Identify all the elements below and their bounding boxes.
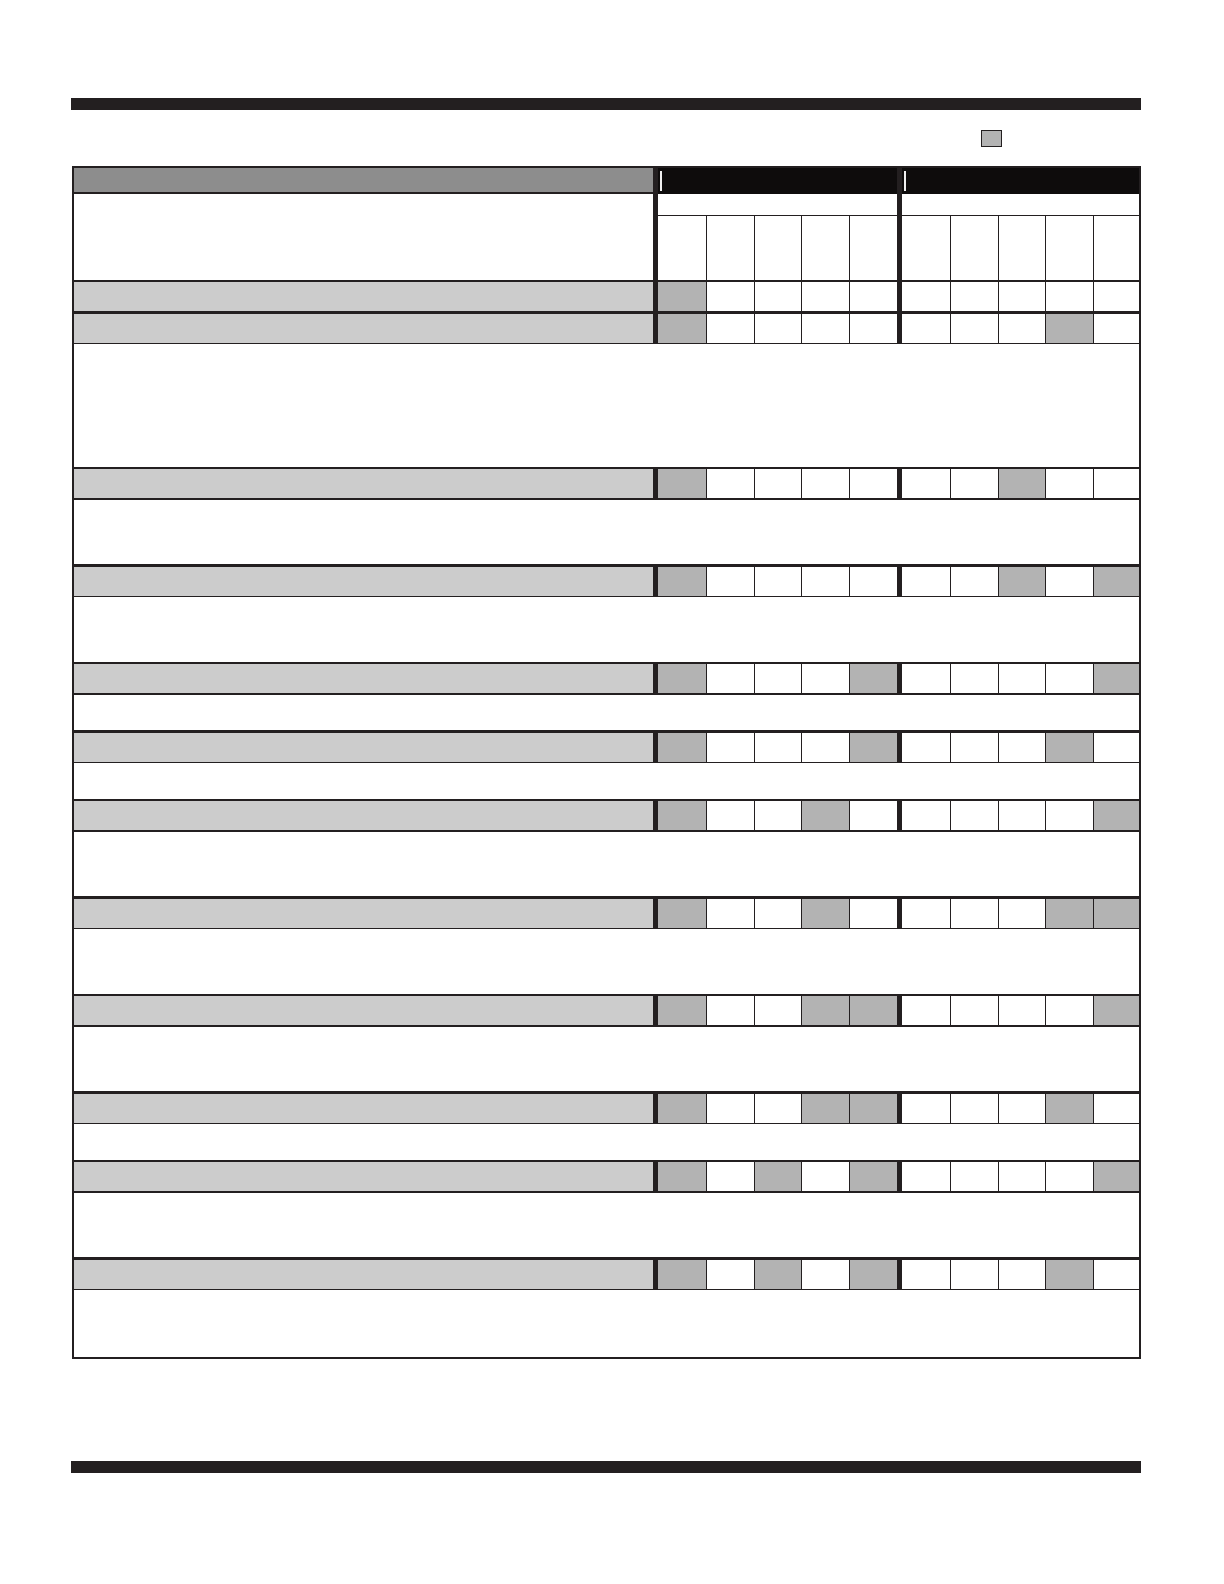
group-separator-row [653,469,658,498]
rating-cell-12-2-2[interactable] [950,1260,998,1289]
rating-cell-8-2-2[interactable] [950,899,998,928]
rating-cell-12-2-3[interactable] [998,1260,1046,1289]
row-label-10 [74,1094,653,1123]
rating-cell-5-2-4[interactable] [1045,664,1093,693]
row-label-9 [74,996,653,1025]
rating-cell-11-1-1[interactable] [658,1162,706,1191]
rating-cell-11-1-3[interactable] [754,1162,802,1191]
rating-cell-5-1-5[interactable] [849,664,897,693]
rating-cell-8-1-5[interactable] [849,899,897,928]
rating-cell-5-2-5[interactable] [1093,664,1141,693]
rating-cell-6-2-1[interactable] [902,733,950,762]
rating-cell-2-2-4[interactable] [1045,314,1093,343]
rating-cell-2-2-5[interactable] [1093,314,1141,343]
item-header-cell [74,194,653,282]
rating-cell-7-2-5[interactable] [1093,801,1141,830]
rating-cell-6-1-5[interactable] [849,733,897,762]
group-separator-row [653,314,658,343]
rating-cell-6-1-1[interactable] [658,733,706,762]
group-separator-row [653,282,658,311]
rating-cell-8-2-1[interactable] [902,899,950,928]
rating-cell-8-1-4[interactable] [801,899,849,928]
rating-cell-5-1-1[interactable] [658,664,706,693]
rating-cell-10-2-4[interactable] [1045,1094,1093,1123]
rating-cell-4-2-2[interactable] [950,567,998,596]
rating-cell-4-1-4[interactable] [801,567,849,596]
rating-cell-9-1-2[interactable] [706,996,754,1025]
rating-cell-3-1-4[interactable] [801,469,849,498]
row-label-1 [74,282,653,311]
group-separator-1 [653,168,658,282]
rating-cell-3-2-4[interactable] [1045,469,1093,498]
rating-cell-6-1-2[interactable] [706,733,754,762]
rating-cell-9-2-1[interactable] [902,996,950,1025]
rating-cell-9-1-3[interactable] [754,996,802,1025]
rating-cell-2-1-1[interactable] [658,314,706,343]
group-separator-row [897,664,902,693]
rating-cell-10-2-5[interactable] [1093,1094,1141,1123]
rating-cell-3-2-2[interactable] [950,469,998,498]
group-separator-2 [897,168,902,282]
rating-cell-9-2-2[interactable] [950,996,998,1025]
notes-area-2[interactable] [74,344,1139,468]
notes-area-8[interactable] [74,929,1139,995]
group-separator-row [897,1162,902,1191]
rating-cell-9-2-5[interactable] [1093,996,1141,1025]
rating-cell-1-1-1[interactable] [658,282,706,311]
group-separator-row [653,567,658,596]
rating-cell-3-2-5[interactable] [1093,469,1141,498]
rating-cell-12-1-1[interactable] [658,1260,706,1289]
rating-cell-4-2-1[interactable] [902,567,950,596]
notes-area-12[interactable] [74,1290,1139,1359]
rating-cell-5-2-3[interactable] [998,664,1046,693]
rating-cell-7-1-1[interactable] [658,801,706,830]
column-header-2-1 [902,216,950,282]
rating-cell-1-1-5[interactable] [849,282,897,311]
group-separator-row [653,996,658,1025]
rating-cell-10-2-2[interactable] [950,1094,998,1123]
rating-cell-7-2-1[interactable] [902,801,950,830]
rating-cell-11-2-4[interactable] [1045,1162,1093,1191]
column-header-2-4 [1045,216,1093,282]
group-separator-row [897,899,902,928]
rating-cell-4-1-5[interactable] [849,567,897,596]
rating-cell-3-1-5[interactable] [849,469,897,498]
notes-area-5[interactable] [74,695,1139,732]
rating-cell-1-2-1[interactable] [902,282,950,311]
rating-cell-7-2-3[interactable] [998,801,1046,830]
group-subheader-1 [658,194,897,216]
row-label-11 [74,1162,653,1191]
column-header-2-5 [1093,216,1141,282]
rating-cell-2-1-2[interactable] [706,314,754,343]
rating-cell-8-1-1[interactable] [658,899,706,928]
rating-cell-8-1-3[interactable] [754,899,802,928]
grid-title-bar [74,168,653,194]
group-separator-row [897,1260,902,1289]
rating-cell-5-1-4[interactable] [801,664,849,693]
rating-cell-11-1-5[interactable] [849,1162,897,1191]
rating-cell-2-1-4[interactable] [801,314,849,343]
rating-cell-11-2-5[interactable] [1093,1162,1141,1191]
rating-cell-10-1-1[interactable] [658,1094,706,1123]
group-separator-row [653,733,658,762]
bottom-rule [71,1461,1141,1473]
rating-cell-9-1-4[interactable] [801,996,849,1025]
rating-cell-8-2-3[interactable] [998,899,1046,928]
rating-cell-4-2-5[interactable] [1093,567,1141,596]
rating-cell-12-1-4[interactable] [801,1260,849,1289]
group-separator-row [897,733,902,762]
rating-cell-5-2-1[interactable] [902,664,950,693]
rating-cell-4-2-3[interactable] [998,567,1046,596]
rating-cell-3-1-3[interactable] [754,469,802,498]
row-label-2 [74,314,653,343]
rating-cell-11-1-4[interactable] [801,1162,849,1191]
rating-cell-5-1-3[interactable] [754,664,802,693]
rating-cell-11-2-3[interactable] [998,1162,1046,1191]
rating-cell-4-1-2[interactable] [706,567,754,596]
rating-cell-2-2-2[interactable] [950,314,998,343]
rating-cell-10-1-2[interactable] [706,1094,754,1123]
rating-cell-7-2-4[interactable] [1045,801,1093,830]
rating-cell-2-2-1[interactable] [902,314,950,343]
column-header-1-2 [706,216,754,282]
group-separator-row [897,567,902,596]
rating-cell-1-2-2[interactable] [950,282,998,311]
rating-cell-1-1-3[interactable] [754,282,802,311]
group-separator-row [897,314,902,343]
column-header-2-3 [998,216,1046,282]
rating-cell-2-2-3[interactable] [998,314,1046,343]
rating-cell-7-1-4[interactable] [801,801,849,830]
group-header-1 [658,168,897,194]
rating-cell-11-1-2[interactable] [706,1162,754,1191]
row-label-12 [74,1260,653,1289]
rating-cell-7-2-2[interactable] [950,801,998,830]
notes-area-11[interactable] [74,1193,1139,1259]
column-header-1-1 [658,216,706,282]
group-separator-row [653,664,658,693]
notes-area-10[interactable] [74,1124,1139,1161]
rating-cell-4-1-3[interactable] [754,567,802,596]
notes-area-9[interactable] [74,1027,1139,1093]
legend-swatch [981,130,1002,147]
rating-cell-6-2-5[interactable] [1093,733,1141,762]
group-subheader-2 [902,194,1141,216]
notes-area-6[interactable] [74,763,1139,800]
group-separator-row [897,996,902,1025]
top-rule [71,98,1141,110]
row-label-5 [74,664,653,693]
rating-cell-6-1-4[interactable] [801,733,849,762]
rating-cell-6-2-2[interactable] [950,733,998,762]
rating-cell-9-1-1[interactable] [658,996,706,1025]
rating-cell-1-1-2[interactable] [706,282,754,311]
group-separator-row [897,282,902,311]
rating-cell-6-2-4[interactable] [1045,733,1093,762]
rating-cell-6-2-3[interactable] [998,733,1046,762]
group-separator-row [653,801,658,830]
row-label-8 [74,899,653,928]
rating-cell-4-1-1[interactable] [658,567,706,596]
rating-cell-12-2-1[interactable] [902,1260,950,1289]
rating-cell-12-2-4[interactable] [1045,1260,1093,1289]
rating-cell-1-2-3[interactable] [998,282,1046,311]
rating-cell-6-1-3[interactable] [754,733,802,762]
rating-cell-12-1-3[interactable] [754,1260,802,1289]
rating-cell-10-2-1[interactable] [902,1094,950,1123]
column-header-1-3 [754,216,802,282]
rating-cell-7-1-5[interactable] [849,801,897,830]
group-separator-row [897,469,902,498]
column-header-1-4 [801,216,849,282]
rating-cell-2-1-5[interactable] [849,314,897,343]
rating-cell-10-2-3[interactable] [998,1094,1046,1123]
group-separator-row [897,1094,902,1123]
rating-cell-3-1-2[interactable] [706,469,754,498]
rating-cell-1-1-4[interactable] [801,282,849,311]
rating-cell-9-2-4[interactable] [1045,996,1093,1025]
rating-cell-1-2-5[interactable] [1093,282,1141,311]
notes-area-7[interactable] [74,832,1139,898]
notes-area-3[interactable] [74,500,1139,566]
column-header-1-5 [849,216,897,282]
notes-area-4[interactable] [74,597,1139,663]
rating-cell-7-1-2[interactable] [706,801,754,830]
rating-grid [72,166,1141,1359]
rating-cell-3-1-1[interactable] [658,469,706,498]
rating-cell-11-2-1[interactable] [902,1162,950,1191]
row-label-6 [74,733,653,762]
group-separator-row [653,1162,658,1191]
rating-cell-10-1-4[interactable] [801,1094,849,1123]
rating-cell-10-1-5[interactable] [849,1094,897,1123]
rating-cell-5-1-2[interactable] [706,664,754,693]
rating-cell-5-2-2[interactable] [950,664,998,693]
rating-cell-3-2-1[interactable] [902,469,950,498]
column-header-2-2 [950,216,998,282]
group-separator-row [653,1094,658,1123]
group-separator-row [653,899,658,928]
rating-cell-10-1-3[interactable] [754,1094,802,1123]
rating-cell-8-2-4[interactable] [1045,899,1093,928]
group-header-2 [902,168,1141,194]
rating-cell-8-2-5[interactable] [1093,899,1141,928]
rating-cell-2-1-3[interactable] [754,314,802,343]
rating-cell-3-2-3[interactable] [998,469,1046,498]
row-label-7 [74,801,653,830]
rating-cell-12-1-5[interactable] [849,1260,897,1289]
rating-cell-8-1-2[interactable] [706,899,754,928]
group-separator-row [653,1260,658,1289]
rating-cell-11-2-2[interactable] [950,1162,998,1191]
rating-cell-12-1-2[interactable] [706,1260,754,1289]
row-label-4 [74,567,653,596]
group-separator-row [897,801,902,830]
rating-cell-4-2-4[interactable] [1045,567,1093,596]
rating-cell-9-1-5[interactable] [849,996,897,1025]
rating-cell-9-2-3[interactable] [998,996,1046,1025]
row-label-3 [74,469,653,498]
rating-cell-12-2-5[interactable] [1093,1260,1141,1289]
rating-cell-7-1-3[interactable] [754,801,802,830]
rating-cell-1-2-4[interactable] [1045,282,1093,311]
